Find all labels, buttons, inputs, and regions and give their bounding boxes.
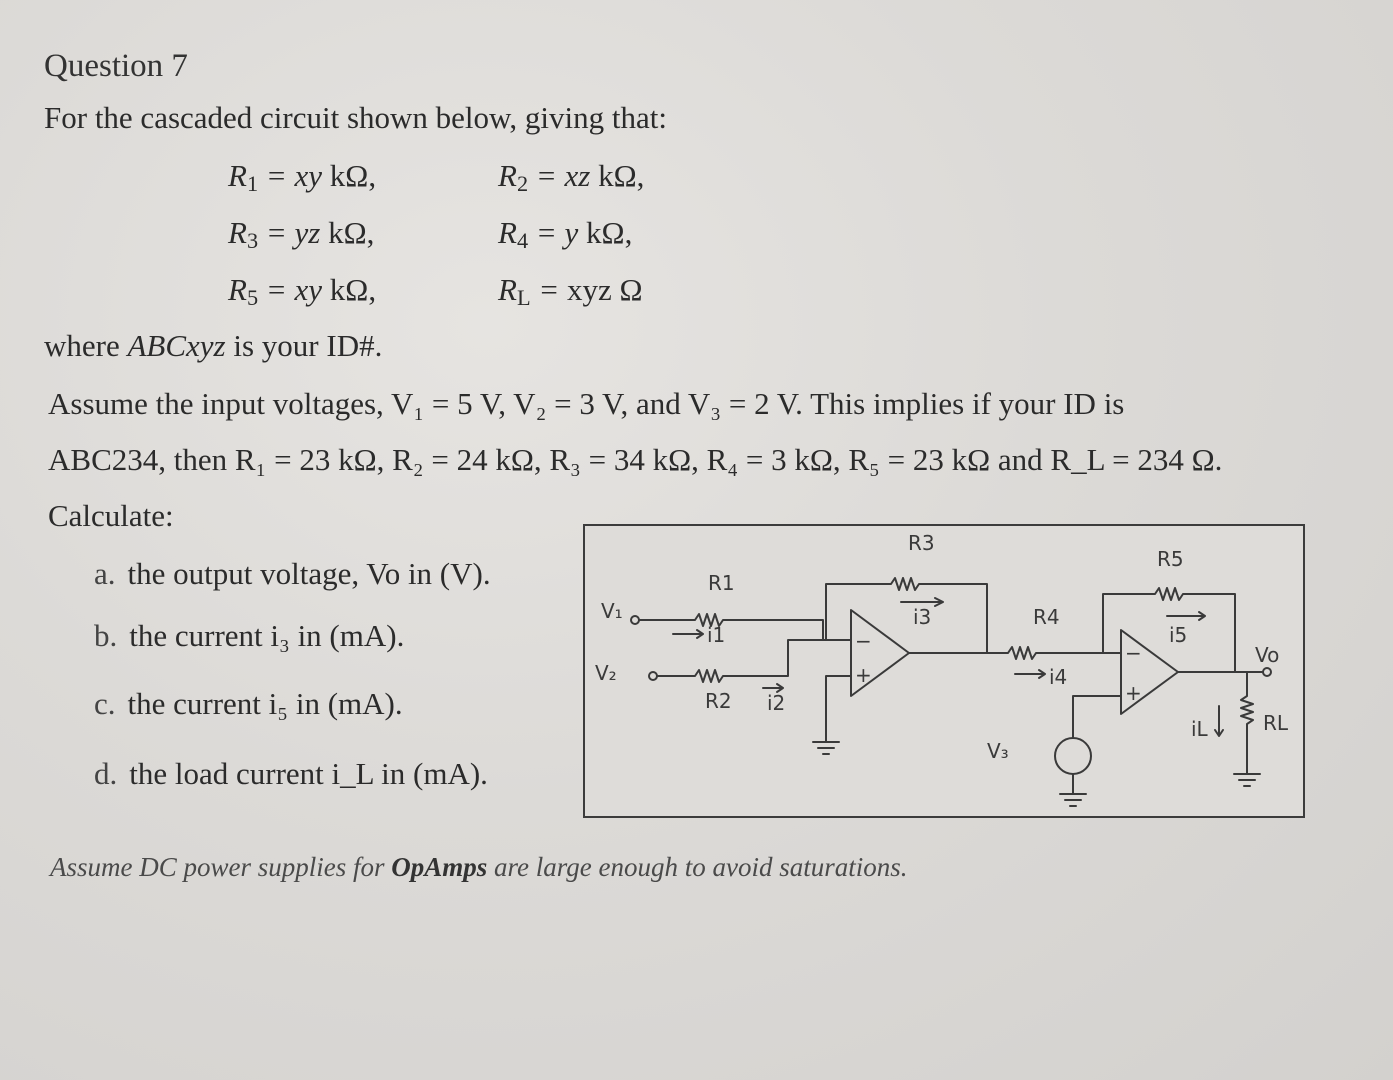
item-letter: b. (94, 618, 118, 653)
r1-label: R1 (708, 571, 735, 595)
where-id: ABCxyz (127, 328, 226, 363)
eq-sub: L (516, 284, 531, 310)
eq-lhs: R (498, 215, 517, 250)
question-item-b (94, 618, 404, 654)
saturation-note (50, 852, 908, 883)
eq-unit: kΩ, (598, 158, 645, 193)
note-bold: OpAmps (391, 852, 488, 882)
i4-label: i4 (1049, 665, 1068, 689)
eq-sub: 4 (516, 227, 529, 253)
assume-line-2: ABC234, then R₁ = 23 kΩ, R₂ = 24 kΩ, R₃ = 34 kΩ, R₄ = 3 kΩ, R₅ = 23 kΩ and R_L = 234 Ω. (48, 442, 1223, 477)
given-r2: $R_2$ = xz kΩ, (498, 158, 645, 196)
eq-sub: 5 (246, 284, 259, 310)
i5-label: i5 (1169, 623, 1188, 647)
item-text: the load current i_L in (mA). (129, 756, 488, 791)
question-title: Question 7 (44, 48, 188, 84)
r5-label: R5 (1157, 547, 1184, 571)
item-text: the output voltage, Vo in (V). (127, 556, 491, 591)
question-item-d (94, 756, 488, 792)
vo-label: Vo (1255, 643, 1280, 667)
eq-sub: 2 (516, 170, 529, 196)
v1-label: V₁ (601, 599, 623, 623)
i2-label: i2 (767, 691, 786, 715)
question-intro: For the cascaded circuit shown below, giving that: (44, 100, 667, 135)
r4-label: R4 (1033, 605, 1060, 629)
eq-lhs: R (498, 158, 517, 193)
i3-label: i3 (913, 605, 932, 629)
eq-lhs: R (498, 272, 517, 307)
given-r4: $R_4 = y$ kΩ, (498, 215, 633, 253)
item-letter: a. (94, 556, 116, 591)
eq-unit: kΩ, (586, 215, 633, 250)
note-pre: Assume DC power supplies for (50, 852, 392, 882)
given-r5: $R_5$ = xy kΩ, (228, 272, 377, 310)
r3-label: R3 (908, 531, 935, 555)
assume-line-1: Assume the input voltages, V₁ = 5 V, V₂ = 3 V, and V₃ = 2 V. This implies if your ID is (48, 386, 1125, 421)
opamp2-minus: − (1125, 641, 1142, 665)
question-item-c (94, 686, 403, 722)
eq-rhs: xyz (567, 272, 612, 307)
item-text: the current i₅ in (mA). (127, 686, 403, 721)
r2-label: R2 (705, 689, 732, 713)
circuit-diagram (583, 524, 1305, 818)
item-letter: c. (94, 686, 116, 721)
i1-label: i1 (707, 623, 726, 647)
given-r3: $R_3$ = yz kΩ, (228, 215, 375, 253)
eq-rhs: yz (294, 215, 321, 250)
where-pre: where (44, 328, 128, 363)
eq-lhs: R (228, 272, 247, 307)
given-r1: $R_1$ = xy kΩ, (228, 158, 377, 196)
item-text: the current i₃ in (mA). (129, 618, 405, 653)
eq-rhs: y (564, 215, 579, 250)
eq-lhs: R (228, 215, 247, 250)
eq-sub: 1 (246, 170, 259, 196)
item-letter: d. (94, 756, 118, 791)
opamp1-plus: + (855, 663, 872, 687)
calculate-label: Calculate: (48, 498, 174, 533)
eq-unit: kΩ, (329, 272, 377, 307)
eq-rhs: xy (294, 272, 323, 307)
eq-unit: kΩ, (328, 215, 375, 250)
v3-label: V₃ (987, 739, 1009, 763)
rl-label: RL (1263, 711, 1289, 735)
eq-sub: 3 (246, 227, 259, 253)
eq-unit: Ω (619, 272, 643, 307)
opamp1-minus: − (855, 629, 872, 653)
question-item-a (94, 556, 491, 592)
il-label: iL (1191, 717, 1208, 741)
eq-lhs: R (228, 158, 247, 193)
eq-rhs: xy (294, 158, 323, 193)
where-post: is your ID#. (225, 328, 383, 363)
note-post: are large enough to avoid saturations. (487, 852, 908, 882)
where-line (44, 328, 382, 364)
v2-label: V₂ (595, 661, 617, 685)
opamp2-plus: + (1125, 681, 1142, 705)
given-rl: $R_L$ = xyz Ω (498, 272, 643, 310)
eq-rhs: xz (564, 158, 591, 193)
eq-unit: kΩ, (329, 158, 377, 193)
